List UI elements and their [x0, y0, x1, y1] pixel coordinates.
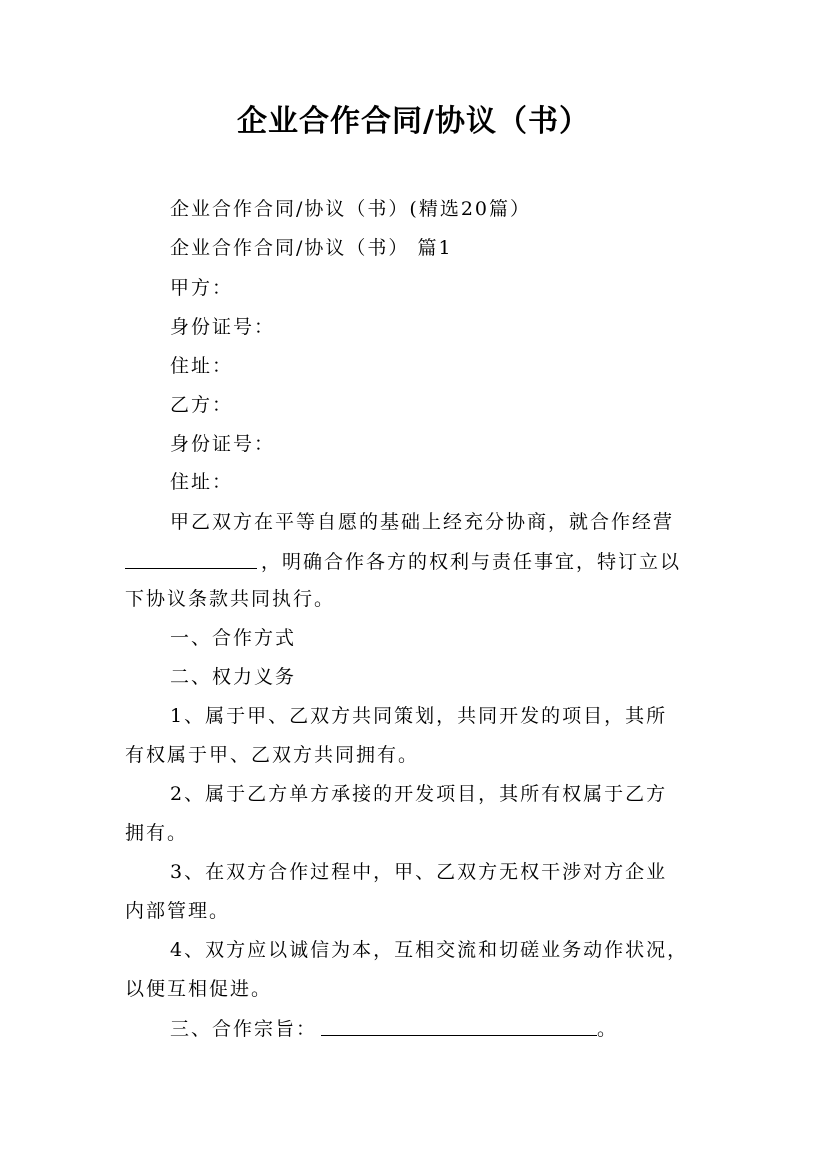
document-title: 企业合作合同/协议（书） [237, 104, 590, 139]
intro-line-2-text: ，明确合作各方的权利与责任事宜，特订立以 [261, 551, 682, 573]
item-4-line-2: 以便互相促进。 [125, 978, 273, 1000]
section-1-heading: 一、合作方式 [170, 627, 297, 649]
section-3-end: 。 [597, 1018, 619, 1040]
document-subtitle: 企业合作合同/协议（书）(精选20篇） [170, 198, 531, 220]
party-a-id-label: 身份证号： [170, 316, 276, 338]
fill-in-blank-business [125, 548, 257, 569]
party-b-id-label: 身份证号： [170, 433, 276, 455]
intro-line-1: 甲乙双方在平等自愿的基础上经充分协商，就合作经营 [170, 511, 675, 533]
item-1-line-2: 有权属于甲、乙双方共同拥有。 [125, 744, 420, 766]
section-3-line [170, 1015, 618, 1042]
party-a-label: 甲方： [170, 277, 234, 299]
section-2-heading: 二、权力义务 [170, 666, 297, 688]
chapter-heading: 企业合作合同/协议（书） 篇1 [170, 237, 453, 259]
item-2-line-1: 2、属于乙方单方承接的开发项目，其所有权属于乙方 [170, 783, 668, 805]
intro-line-3: 下协议条款共同执行。 [125, 588, 336, 610]
party-b-label: 乙方： [170, 394, 234, 416]
item-2-line-2: 拥有。 [125, 822, 189, 844]
item-3-line-2: 内部管理。 [125, 900, 231, 922]
section-3-label: 三、合作宗旨： [170, 1018, 318, 1040]
party-b-address-label: 住址： [170, 471, 234, 493]
intro-line-2 [125, 548, 681, 575]
fill-in-blank-purpose [321, 1015, 597, 1036]
item-4-line-1: 4、双方应以诚信为本，互相交流和切磋业务动作状况， [170, 939, 689, 961]
item-1-line-1: 1、属于甲、乙双方共同策划，共同开发的项目，其所 [170, 705, 668, 727]
party-a-address-label: 住址： [170, 355, 234, 377]
item-3-line-1: 3、在双方合作过程中，甲、乙双方无权干涉对方企业 [170, 861, 668, 883]
